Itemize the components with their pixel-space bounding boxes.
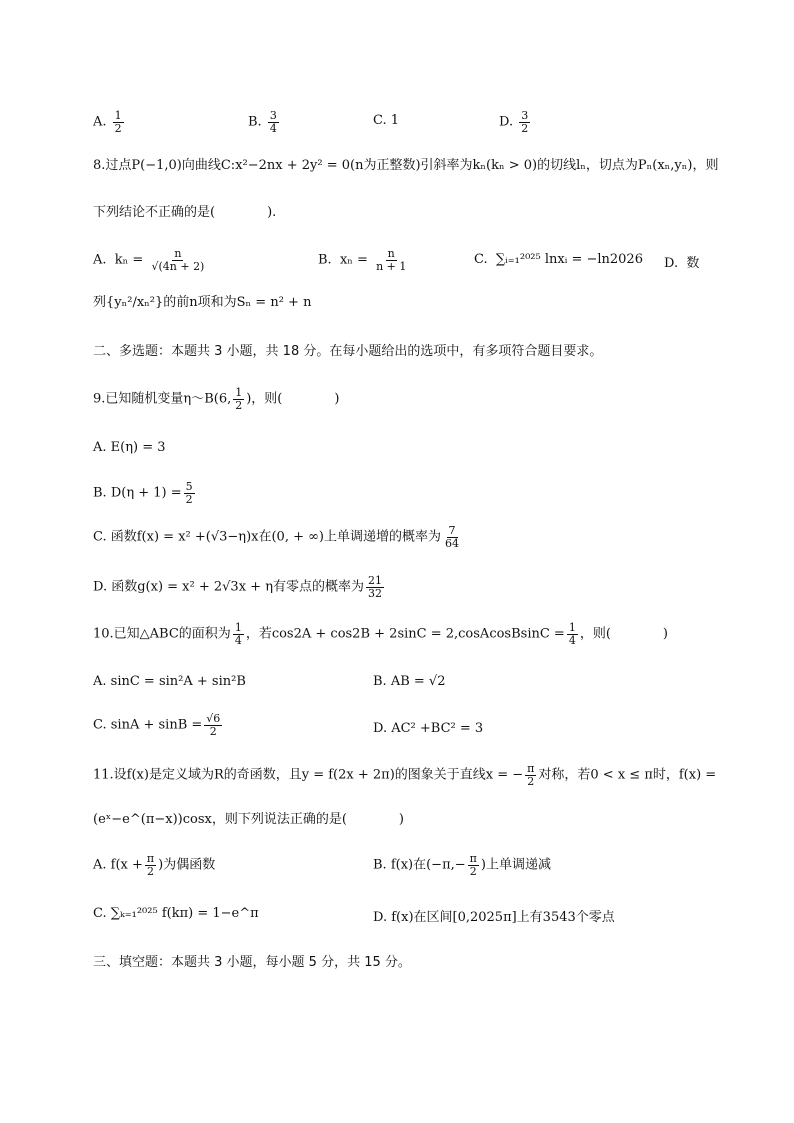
section-heading-fill-in: 三、填空题：本题共 3 小题，每小题 5 分，共 15 分。 bbox=[93, 955, 411, 970]
q11-stem-line1: 11.设f(x)是定义域为R的奇函数，且y = f(2x + 2π)的图象关于直线x = − $\frac{\pi}{2}$ 对称，若0 < x ≤ π时，f(x) = bbox=[93, 762, 717, 788]
fraction: $\frac{\pi}{2}$ bbox=[146, 852, 155, 878]
q8-option-a: A. kₙ = $\frac{n}{√(4n + 2)}$ bbox=[93, 247, 205, 273]
q10-option-c: C. sinA + sinB = $\frac{√6}{2}$ bbox=[93, 712, 221, 738]
fraction: $\frac{3}{4}$ bbox=[269, 109, 277, 135]
option-c: C. 1 bbox=[373, 113, 400, 128]
fraction: $\frac{n}{√(4n + 2)}$ bbox=[151, 247, 205, 273]
q8-option-d-continued: 列{yₙ²/xₙ²}的前n项和为Sₙ = n² + n bbox=[93, 295, 312, 310]
q8-stem-line1: 8.过点P(−1,0)向曲线C:x²−2nx + 2y² = 0(n为正整数)引斜率为kₙ(kₙ > 0)的切线lₙ，切点为Pₙ(xₙ,yₙ)，则 bbox=[93, 158, 719, 173]
q11-option-d: D. f(x)在区间[0,2025π]上有3543个零点 bbox=[373, 910, 615, 925]
option-b: B. $\frac{3}{4}$ bbox=[248, 109, 277, 135]
q9-option-d: D. 函数g(x) = x² + 2√3x + η有零点的概率为 $\frac{21}{32}$ bbox=[93, 574, 382, 600]
fraction: $\frac{5}{2}$ bbox=[185, 480, 193, 506]
q11-option-c: C. ∑ₖ₌₁²⁰²⁵ f(kπ) = 1−e^π bbox=[93, 906, 259, 921]
q9-option-b: B. D(η + 1) = $\frac{5}{2}$ bbox=[93, 480, 193, 506]
fraction: $\frac{3}{2}$ bbox=[521, 109, 529, 135]
fraction: $\frac{1}{4}$ bbox=[234, 621, 242, 647]
fraction: $\frac{n}{n + 1}$ bbox=[376, 247, 407, 273]
option-d: D. $\frac{3}{2}$ bbox=[499, 109, 529, 135]
fraction: $\frac{\pi}{2}$ bbox=[469, 852, 477, 878]
fraction: $\frac{1}{2}$ bbox=[114, 109, 122, 135]
fraction: $\frac{21}{32}$ bbox=[367, 574, 382, 600]
q11-stem-line2: (eˣ−e^(π−x))cosx，则下列说法正确的是( ) bbox=[93, 812, 404, 827]
fraction: $\frac{\pi}{2}$ bbox=[527, 762, 535, 788]
q9-option-c: C. 函数f(x) = x² +(√3−η)x在(0, + ∞)上单调递增的概率为 $\frac{7}{64}$ bbox=[93, 524, 460, 550]
q10-stem: 10.已知△ABC的面积为 $\frac{1}{4}$ ，若cos2A + cos2B + 2sinC = 2,cosAcosBsinC = $\frac{1}{4}$ ，则( ) bbox=[93, 621, 668, 647]
q8-stem-line2: 下列结论不正确的是( ). bbox=[93, 205, 277, 220]
q10-option-d: D. AC² +BC² = 3 bbox=[373, 721, 484, 736]
q11-option-b: B. f(x)在(−π,− $\frac{\pi}{2}$ )上单调递减 bbox=[373, 852, 551, 878]
fraction: $\frac{7}{64}$ bbox=[445, 524, 460, 550]
fraction: $\frac{√6}{2}$ bbox=[206, 712, 221, 738]
fraction: $\frac{1}{2}$ bbox=[235, 386, 243, 412]
q8-option-c: C. ∑ᵢ₌₁²⁰²⁵ lnxᵢ = −ln2026 bbox=[474, 252, 643, 267]
section-heading-multiple-choice: 二、多选题：本题共 3 小题，共 18 分。在每小题给出的选项中，有多项符合题目要求。 bbox=[93, 344, 603, 359]
q9-stem: 9.已知随机变量η～B(6, $\frac{1}{2}$ )，则( ) bbox=[93, 386, 340, 412]
q9-option-a: A. E(η) = 3 bbox=[93, 440, 166, 455]
q8-option-d: D. 数 bbox=[664, 256, 700, 271]
q8-option-b: B. xₙ = $\frac{n}{n + 1}$ bbox=[318, 247, 407, 273]
q10-option-a: A. sinC = sin²A + sin²B bbox=[93, 674, 246, 689]
option-a: A. $\frac{1}{2}$ bbox=[93, 109, 122, 135]
q11-option-a: A. f(x + $\frac{\pi}{2}$ )为偶函数 bbox=[93, 852, 216, 878]
fraction: $\frac{1}{4}$ bbox=[568, 621, 576, 647]
q10-option-b: B. AB = √2 bbox=[373, 674, 446, 689]
